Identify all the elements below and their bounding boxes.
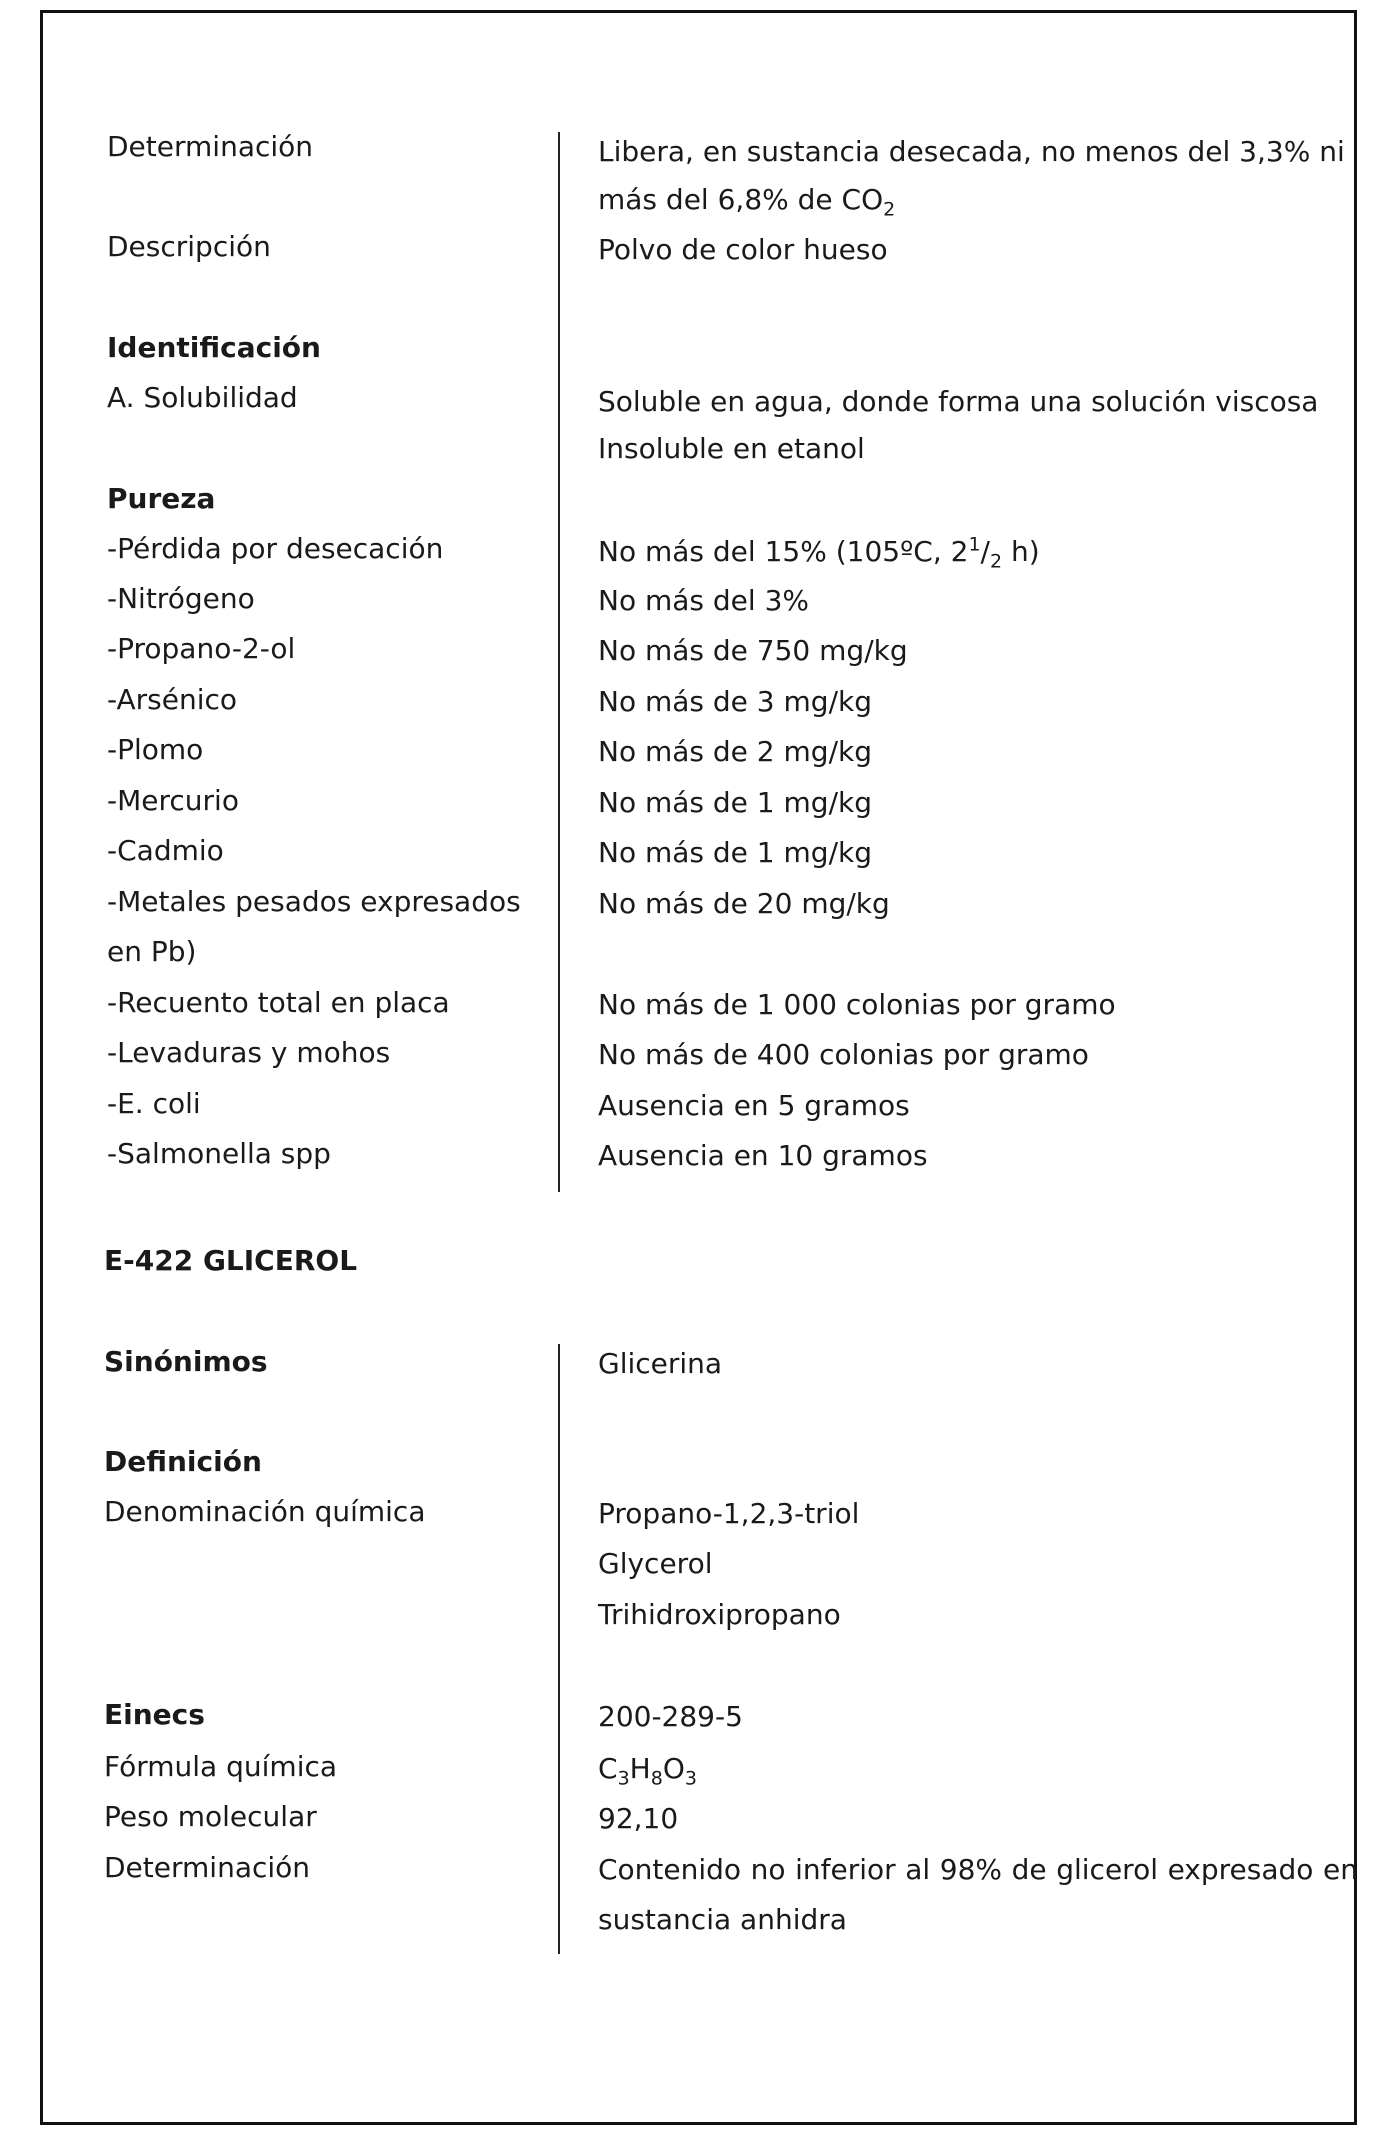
peso-value: 92,10 [598,1802,679,1835]
einecs-heading: Einecs [104,1698,205,1731]
determinacion-value-line2: más del 6,8% de $CO_2$ [598,183,896,221]
perdida-value: No más del 15% (105ºC, $2^1/_2$ h) [598,533,1040,573]
micro-row-value: Ausencia en 5 gramos [598,1089,910,1122]
solubilidad-value-line2: Insoluble en etanol [598,432,865,465]
micro-row-label: -Salmonella spp [107,1137,331,1170]
purity-row-label: -Cadmio [107,834,224,867]
denominacion-value: Glycerol [598,1547,713,1580]
descripcion-value: Polvo de color hueso [598,233,888,266]
purity-row-label: -Arsénico [107,683,238,716]
column-divider-bottom [558,1344,560,1954]
purity-row-value: No más de 1 mg/kg [598,786,872,819]
denominacion-label: Denominación química [104,1495,426,1528]
purity-row-label: -Mercurio [107,784,239,817]
determinacion-value-2-line1: Contenido no inferior al 98% de glicerol expresado en [598,1853,1358,1886]
purity-row-label: -Nitrógeno [107,582,255,615]
metales-value: No más de 20 mg/kg [598,887,890,920]
purity-row-value: No más de 3 mg/kg [598,685,872,718]
sinonimos-value: Glicerina [598,1347,723,1380]
purity-row-value: No más del 3% [598,584,809,617]
determinacion-value-line1: Libera, en sustancia desecada, no menos del 3,3% ni [598,135,1345,168]
micro-row-label: -E. coli [107,1087,201,1120]
einecs-value: 200-289-5 [598,1700,743,1733]
micro-row-value: Ausencia en 10 gramos [598,1139,928,1172]
purity-row-label: -Propano-2-ol [107,632,296,665]
micro-row-label: -Recuento total en placa [107,986,450,1019]
denominacion-value: Trihidroxipropano [598,1598,841,1631]
definicion-heading: Definición [104,1445,262,1478]
pureza-heading: Pureza [107,482,216,515]
denominacion-value: Propano-1,2,3-triol [598,1497,860,1530]
purity-row-label: -Plomo [107,733,204,766]
micro-row-value: No más de 1 000 colonias por gramo [598,988,1116,1021]
identificacion-heading: Identificación [107,331,321,364]
determinacion-label: Determinación [107,130,314,163]
solubilidad-label: A. Solubilidad [107,381,298,414]
formula-value: $C_3H_8O_3$ [598,1752,697,1790]
perdida-label: -Pérdida por desecación [107,532,444,565]
purity-row-value: No más de 1 mg/kg [598,836,872,869]
descripcion-label: Descripción [107,230,271,263]
metales-label-line1: -Metales pesados expresados [107,885,521,918]
sinonimos-heading: Sinónimos [104,1345,268,1378]
micro-row-label: -Levaduras y mohos [107,1036,391,1069]
formula-label: Fórmula química [104,1750,338,1783]
purity-row-value: No más de 2 mg/kg [598,735,872,768]
micro-row-value: No más de 400 colonias por gramo [598,1038,1089,1071]
purity-row-value: No más de 750 mg/kg [598,634,908,667]
peso-label: Peso molecular [104,1800,317,1833]
metales-label-line2: en Pb) [107,935,197,968]
solubilidad-value-line1: Soluble en agua, donde forma una solución viscosa [598,385,1319,418]
determinacion-value-2-line2: sustancia anhidra [598,1903,847,1936]
determinacion-label-2: Determinación [104,1851,311,1884]
column-divider-top [558,132,560,1192]
section-title: E-422 GLICEROL [104,1244,358,1277]
